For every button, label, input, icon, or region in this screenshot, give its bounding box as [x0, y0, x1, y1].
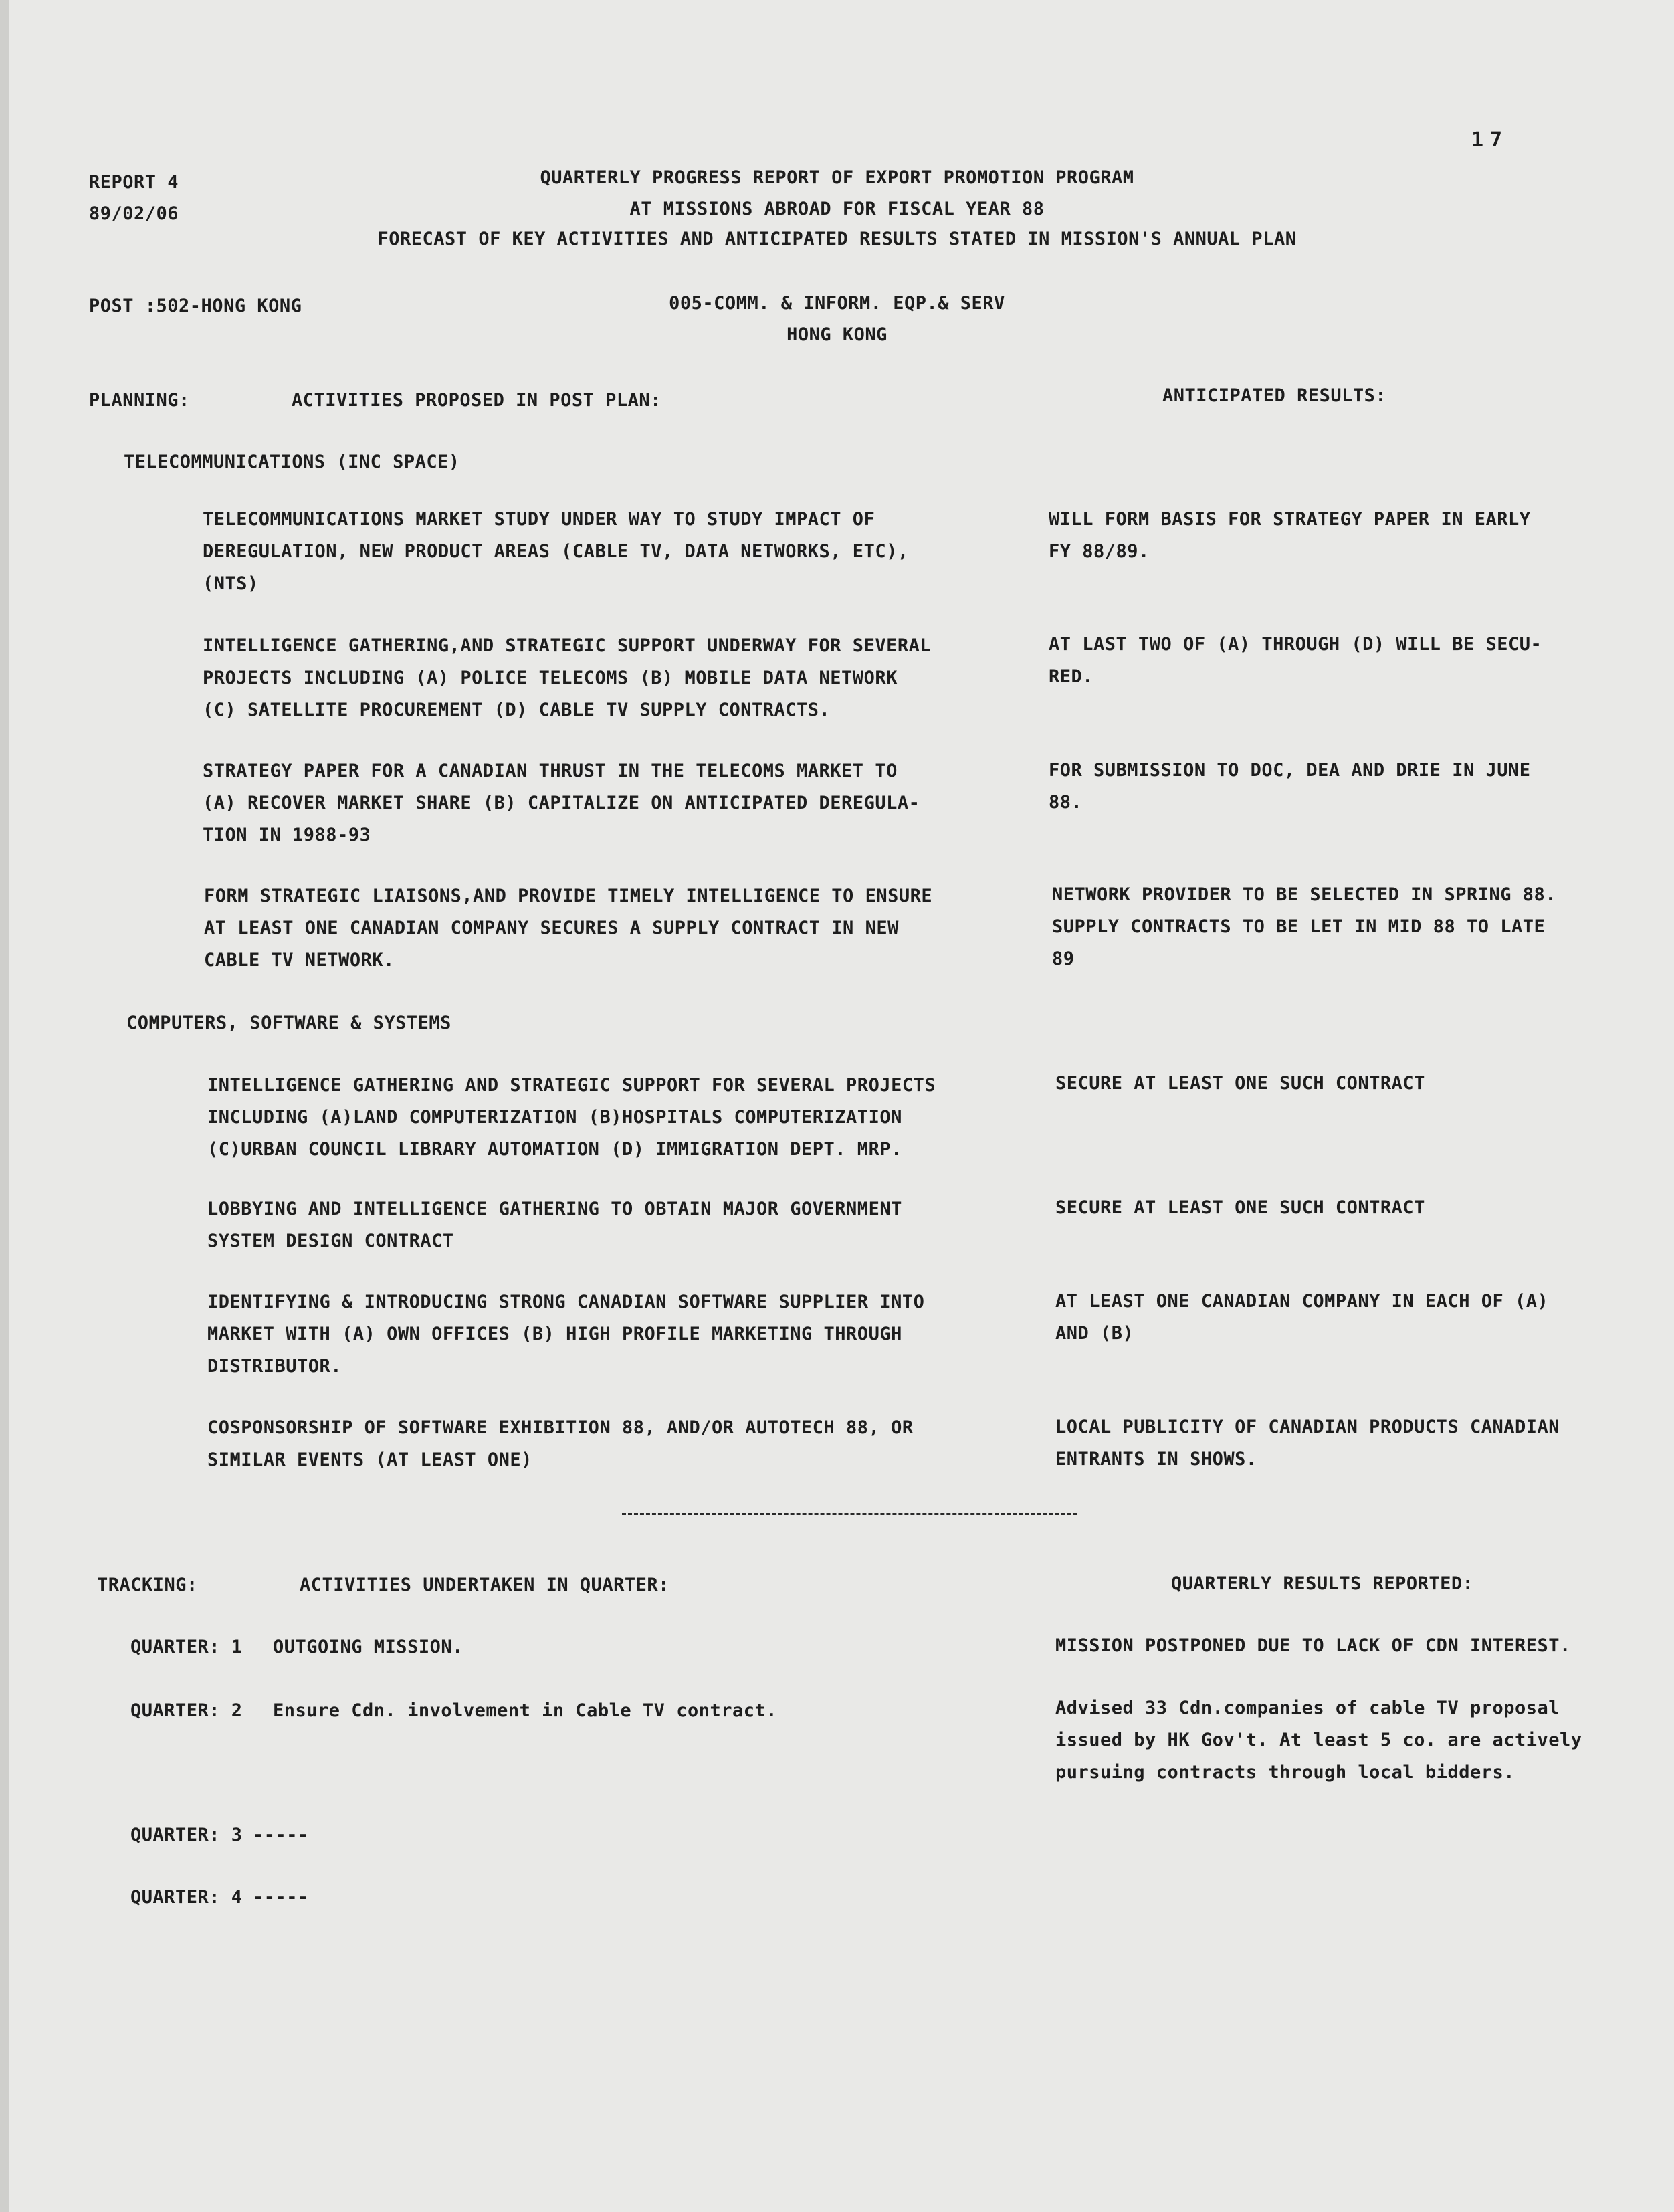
planning-activities-header: ACTIVITIES PROPOSED IN POST PLAN: [292, 390, 661, 411]
activity-line: TELECOMMUNICATIONS MARKET STUDY UNDER WAY TO STUDY IMPACT OF [203, 509, 875, 530]
activity-line: FORM STRATEGIC LIAISONS,AND PROVIDE TIMELY INTELLIGENCE TO ENSURE [204, 886, 933, 906]
result-block [1055, 1286, 1548, 1350]
result-line: SUPPLY CONTRACTS TO BE LET IN MID 88 TO LATE [1052, 916, 1546, 937]
activity-block [203, 630, 931, 726]
result-line: Advised 33 Cdn.companies of cable TV proposal [1055, 1698, 1560, 1718]
quarter-2-label: QUARTER: 2 [130, 1700, 243, 1721]
result-line: FOR SUBMISSION TO DOC, DEA AND DRIE IN JUNE [1049, 760, 1531, 781]
activity-line: STRATEGY PAPER FOR A CANADIAN THRUST IN THE TELECOMS MARKET TO [203, 761, 898, 781]
activity-line: (C)URBAN COUNCIL LIBRARY AUTOMATION (D) IMMIGRATION DEPT. MRP. [207, 1139, 902, 1160]
planning-results-header: ANTICIPATED RESULTS: [1162, 385, 1387, 406]
result-line: pursuing contracts through local bidders. [1055, 1762, 1515, 1783]
activity-line: IDENTIFYING & INTRODUCING STRONG CANADIAN SOFTWARE SUPPLIER INTO [207, 1292, 925, 1312]
result-line: RED. [1049, 666, 1094, 687]
result-line: WILL FORM BASIS FOR STRATEGY PAPER IN EARLY [1049, 509, 1531, 530]
quarter-1-result: MISSION POSTPONED DUE TO LACK OF CDN INTEREST. [1055, 1635, 1571, 1656]
activity-block [203, 504, 909, 600]
report-title-line-2: AT MISSIONS ABROAD FOR FISCAL YEAR 88 [629, 199, 1045, 219]
activity-block [207, 1070, 936, 1166]
activity-line: DEREGULATION, NEW PRODUCT AREAS (CABLE TV, DATA NETWORKS, ETC), [203, 541, 909, 562]
tracking-activities-header: ACTIVITIES UNDERTAKEN IN QUARTER: [300, 1575, 669, 1595]
quarter-2-result [1055, 1692, 1582, 1789]
report-label: REPORT 4 [89, 172, 179, 193]
activity-line: (A) RECOVER MARKET SHARE (B) CAPITALIZE ON ANTICIPATED DEREGULA- [203, 793, 920, 813]
quarter-3-activity: ----- [253, 1825, 309, 1845]
activity-line: PROJECTS INCLUDING (A) POLICE TELECOMS (B) MOBILE DATA NETWORK [203, 668, 898, 688]
activity-block [207, 1286, 924, 1383]
planning-label: PLANNING: [89, 390, 190, 411]
section-title-computers: COMPUTERS, SOFTWARE & SYSTEMS [126, 1013, 451, 1033]
result-line: issued by HK Gov't. At least 5 co. are actively [1055, 1730, 1582, 1750]
page-number: 17 [1471, 128, 1509, 152]
report-title-line-3: FORECAST OF KEY ACTIVITIES AND ANTICIPATED RESULTS STATED IN MISSION'S ANNUAL PLAN [377, 229, 1297, 249]
location-label: HONG KONG [787, 324, 887, 345]
quarter-1-label: QUARTER: 1 [130, 1637, 243, 1657]
report-date: 89/02/06 [89, 203, 179, 224]
activity-line: COSPONSORSHIP OF SOFTWARE EXHIBITION 88, AND/OR AUTOTECH 88, OR [207, 1417, 914, 1438]
activity-line: MARKET WITH (A) OWN OFFICES (B) HIGH PROFILE MARKETING THROUGH [207, 1324, 902, 1344]
quarter-4-label: QUARTER: 4 [130, 1887, 243, 1908]
result-line: AND (B) [1055, 1323, 1134, 1344]
activity-line: CABLE TV NETWORK. [204, 950, 395, 971]
result-line: ENTRANTS IN SHOWS. [1055, 1449, 1257, 1470]
activity-block [207, 1412, 914, 1476]
section-title-telecom: TELECOMMUNICATIONS (INC SPACE) [124, 451, 460, 472]
activity-block [207, 1193, 902, 1258]
quarter-1-activity: OUTGOING MISSION. [273, 1637, 463, 1657]
activity-line: DISTRIBUTOR. [207, 1356, 342, 1377]
activity-block [204, 880, 932, 977]
result-block [1049, 629, 1542, 693]
tracking-results-header: QUARTERLY RESULTS REPORTED: [1171, 1573, 1474, 1594]
quarter-2-activity: Ensure Cdn. involvement in Cable TV contract. [273, 1700, 777, 1721]
activity-line: SIMILAR EVENTS (AT LEAST ONE) [207, 1449, 532, 1470]
activity-line: AT LEAST ONE CANADIAN COMPANY SECURES A SUPPLY CONTRACT IN NEW [204, 918, 899, 938]
result-block [1055, 1068, 1425, 1100]
activity-line: INCLUDING (A)LAND COMPUTERIZATION (B)HOSPITALS COMPUTERIZATION [207, 1107, 902, 1128]
post-label: POST :502-HONG KONG [89, 296, 302, 316]
result-line: FY 88/89. [1049, 541, 1150, 562]
activity-line: TION IN 1988-93 [203, 825, 371, 845]
result-block [1049, 755, 1530, 819]
result-line: AT LAST TWO OF (A) THROUGH (D) WILL BE SECU- [1049, 634, 1542, 655]
result-line: 89 [1052, 948, 1075, 969]
result-block [1052, 879, 1556, 975]
activity-block [203, 755, 920, 851]
activity-line: INTELLIGENCE GATHERING,AND STRATEGIC SUPPORT UNDERWAY FOR SEVERAL [203, 635, 932, 656]
result-line: LOCAL PUBLICITY OF CANADIAN PRODUCTS CANADIAN [1055, 1417, 1560, 1437]
result-line: SECURE AT LEAST ONE SUCH CONTRACT [1055, 1197, 1425, 1218]
result-line: AT LEAST ONE CANADIAN COMPANY IN EACH OF (A) [1055, 1291, 1549, 1312]
activity-line: (NTS) [203, 573, 259, 594]
activity-line: SYSTEM DESIGN CONTRACT [207, 1231, 454, 1251]
quarter-3-label: QUARTER: 3 [130, 1825, 243, 1845]
result-block [1055, 1411, 1560, 1476]
result-block [1055, 1192, 1425, 1224]
activity-line: INTELLIGENCE GATHERING AND STRATEGIC SUPPORT FOR SEVERAL PROJECTS [207, 1075, 936, 1096]
activity-line: LOBBYING AND INTELLIGENCE GATHERING TO OBTAIN MAJOR GOVERNMENT [207, 1199, 902, 1219]
result-block [1049, 504, 1530, 568]
sector-label: 005-COMM. & INFORM. EQP.& SERV [669, 293, 1005, 314]
result-line: 88. [1049, 792, 1083, 813]
result-line: SECURE AT LEAST ONE SUCH CONTRACT [1055, 1073, 1425, 1094]
tracking-label: TRACKING: [97, 1575, 198, 1595]
result-line: NETWORK PROVIDER TO BE SELECTED IN SPRING 88. [1052, 884, 1556, 905]
quarter-4-activity: ----- [253, 1887, 309, 1908]
section-separator [622, 1513, 1077, 1515]
report-title-line-1: QUARTERLY PROGRESS REPORT OF EXPORT PROMOTION PROGRAM [540, 167, 1134, 188]
activity-line: (C) SATELLITE PROCUREMENT (D) CABLE TV SUPPLY CONTRACTS. [203, 700, 831, 720]
